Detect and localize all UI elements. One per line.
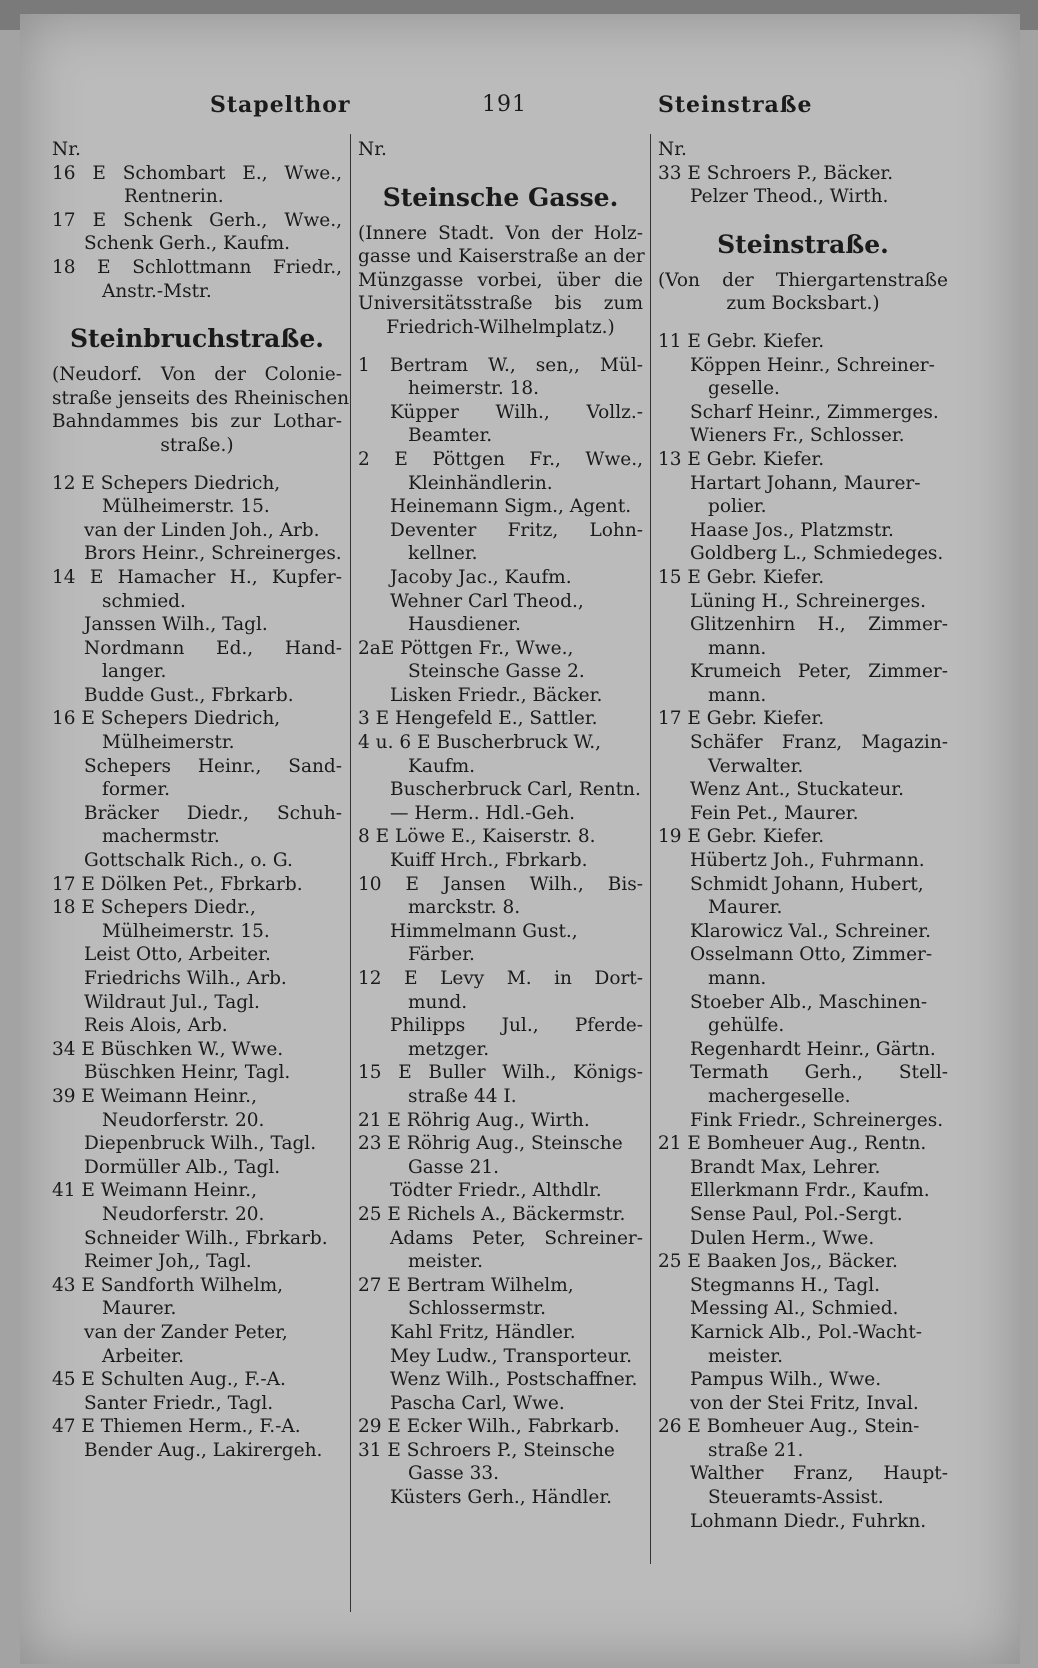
directory-line: 16 E Schombart E., Wwe., — [52, 162, 342, 184]
directory-line: Schäfer Franz, Magazin- — [690, 732, 948, 754]
directory-line: Lüning H., Schreinerges. — [690, 590, 926, 612]
directory-line: 25 E Richels A., Bäckermstr. — [358, 1203, 626, 1225]
directory-line: 41 E Weimann Heinr., — [52, 1180, 257, 1202]
directory-line: Bräcker Diedr., Schuh- — [84, 802, 342, 824]
directory-line: Gottschalk Rich., o. G. — [84, 850, 293, 872]
directory-line: Reimer Joh,, Tagl. — [84, 1251, 252, 1273]
directory-line: Färber. — [408, 944, 475, 966]
directory-line: Reis Alois, Arb. — [84, 1015, 228, 1037]
directory-line: Tödter Friedr., Althdlr. — [390, 1180, 602, 1202]
directory-line: Hausdiener. — [408, 614, 521, 636]
directory-line: (Neudorf. Von der Colonie- — [52, 364, 342, 386]
directory-line: Kleinhändlerin. — [408, 472, 553, 494]
directory-line: straße.) — [160, 434, 234, 456]
directory-line: langer. — [102, 661, 167, 683]
directory-line: Ellerkmann Frdr., Kaufm. — [690, 1180, 930, 1202]
directory-line: Mülheimerstr. 15. — [102, 920, 270, 942]
directory-line: 17 E Dölken Pet., Fbrkarb. — [52, 873, 303, 895]
directory-line: 10 E Jansen Wilh., Bis- — [358, 873, 643, 895]
directory-line: van der Linden Joh., Arb. — [84, 519, 320, 541]
spacer — [52, 458, 342, 472]
directory-line: Universitätsstraße bis zum — [358, 293, 643, 315]
directory-line: 2aE Pöttgen Fr., Wwe., — [358, 637, 574, 659]
directory-line: Anstr.-Mstr. — [102, 280, 212, 302]
directory-line: Schepers Heinr., Sand- — [84, 755, 342, 777]
directory-line: 29 E Ecker Wilh., Fabrkarb. — [358, 1416, 620, 1438]
directory-line: Kahl Fritz, Händler. — [390, 1321, 576, 1343]
running-head-right: Steinstraße — [658, 92, 813, 118]
directory-line: 12 E Schepers Diedrich, — [52, 472, 281, 494]
directory-line: Pelzer Theod., Wirth. — [690, 186, 889, 208]
directory-line: Maurer. — [708, 897, 783, 919]
column-middle — [358, 138, 643, 1510]
directory-line: Küpper Wilh., Vollz.- — [390, 401, 643, 423]
directory-line: Termath Gerh., Stell- — [690, 1062, 948, 1084]
directory-line: Neudorferstr. 20. — [102, 1109, 265, 1131]
directory-line: (Innere Stadt. Von der Holz- — [358, 222, 643, 244]
directory-line: Fein Pet., Maurer. — [690, 802, 859, 824]
directory-line: machermstr. — [102, 826, 220, 848]
directory-line: zum Bocksbart.) — [726, 293, 880, 315]
directory-line: Rentnerin. — [124, 186, 224, 208]
directory-line: Küsters Gerh., Händler. — [390, 1487, 613, 1509]
directory-line: 17 E Schenk Gerh., Wwe., — [52, 209, 342, 231]
directory-line: Glitzenhirn H., Zimmer- — [690, 614, 948, 636]
directory-line: Friedrichs Wilh., Arb. — [84, 968, 287, 989]
street-heading: Steinbruchstraße. — [69, 324, 324, 354]
directory-line: 18 E Schlottmann Friedr., — [52, 256, 342, 278]
directory-line: von der Stei Fritz, Inval. — [690, 1392, 919, 1414]
directory-line: 27 E Bertram Wilhelm, — [358, 1274, 574, 1296]
running-head-left: Stapelthor — [210, 92, 351, 118]
directory-line: meister. — [408, 1251, 483, 1273]
directory-line: marckstr. 8. — [408, 897, 521, 919]
directory-line: 14 E Hamacher H., Kupfer- — [52, 566, 342, 588]
directory-line: 25 E Baaken Jos,, Bäcker. — [658, 1251, 898, 1273]
column-left — [52, 138, 350, 1462]
directory-line: Gasse 33. — [408, 1463, 500, 1485]
directory-line: metzger. — [408, 1038, 490, 1060]
directory-line: 12 E Levy M. in Dort- — [358, 968, 643, 989]
directory-line: Klarowicz Val., Schreiner. — [690, 920, 931, 942]
directory-line: kellner. — [408, 543, 478, 565]
directory-line: 47 E Thiemen Herm., F.-A. — [52, 1416, 301, 1438]
column-rule-right — [650, 134, 651, 1564]
directory-line: Pampus Wilh., Wwe. — [690, 1369, 882, 1391]
directory-line: Hartart Johann, Maurer- — [690, 472, 921, 494]
directory-line: 43 E Sandforth Wilhelm, — [52, 1274, 284, 1296]
spacer — [658, 316, 948, 330]
directory-line: 18 E Schepers Diedr., — [52, 897, 256, 919]
directory-line: mann. — [708, 968, 767, 989]
directory-line: Steinsche Gasse 2. — [408, 661, 585, 683]
directory-line: Neudorferstr. 20. — [102, 1203, 265, 1225]
directory-line: Steueramts-Assist. — [708, 1487, 884, 1509]
directory-line: geselle. — [708, 378, 780, 400]
directory-line: Scharf Heinr., Zimmerges. — [690, 401, 939, 423]
directory-line: Wenz Wilh., Postschaffner. — [390, 1369, 638, 1391]
directory-line: 1 Bertram W., sen,, Mül- — [358, 354, 643, 376]
directory-line: 17 E Gebr. Kiefer. — [658, 708, 825, 730]
directory-line: Wehner Carl Theod., — [390, 590, 584, 612]
directory-line: Wenz Ant., Stuckateur. — [690, 779, 904, 801]
directory-line: 3 E Hengefeld E., Sattler. — [358, 708, 598, 730]
directory-line: Nr. — [52, 139, 81, 160]
directory-line: Mülheimerstr. 15. — [102, 496, 270, 518]
directory-line: Fink Friedr., Schreinerges. — [690, 1109, 944, 1131]
directory-line: Verwalter. — [708, 755, 804, 777]
directory-line: mann. — [708, 637, 767, 659]
directory-line: 31 E Schroers P., Steinsche — [358, 1439, 615, 1461]
directory-line: straße jenseits des Rheinischen — [52, 387, 350, 409]
directory-line: Philipps Jul., Pferde- — [390, 1015, 643, 1037]
directory-line: Goldberg L., Schmiedeges. — [690, 543, 944, 565]
directory-line: Dormüller Alb., Tagl. — [84, 1156, 281, 1178]
directory-line: Gasse 21. — [408, 1156, 500, 1178]
directory-line: Arbeiter. — [102, 1345, 184, 1367]
directory-line: heimerstr. 18. — [408, 378, 540, 400]
directory-line: Schlossermstr. — [408, 1298, 546, 1320]
directory-line: former. — [102, 779, 171, 801]
directory-line: 4 u. 6 E Buscherbruck W., — [358, 732, 602, 754]
directory-line: van der Zander Peter, — [84, 1321, 288, 1343]
directory-line: 33 E Schroers P., Bäcker. — [658, 162, 894, 184]
directory-line: Budde Gust., Fbrkarb. — [84, 684, 294, 706]
directory-line: 15 E Buller Wilh., Königs- — [358, 1062, 643, 1084]
directory-line: 45 E Schulten Aug., F.-A. — [52, 1369, 286, 1391]
page-number: 191 — [482, 92, 527, 117]
directory-line: Sense Paul, Pol.-Sergt. — [690, 1203, 903, 1225]
directory-line: Bahndammes bis zur Lothar- — [52, 411, 342, 433]
directory-line: 39 E Weimann Heinr., — [52, 1085, 257, 1107]
directory-line: Schmidt Johann, Hubert, — [690, 873, 924, 895]
directory-line: Beamter. — [408, 425, 493, 447]
directory-line: Leist Otto, Arbeiter. — [84, 944, 271, 966]
directory-line: — Herm.. Hdl.-Geh. — [390, 802, 576, 824]
directory-line: Buscherbruck Carl, Rentn. — [390, 779, 641, 801]
directory-line: Krumeich Peter, Zimmer- — [690, 661, 948, 683]
directory-line: Mey Ludw., Transporteur. — [390, 1345, 632, 1367]
directory-line: Himmelmann Gust., — [390, 920, 578, 942]
directory-line: Nordmann Ed., Hand- — [84, 637, 342, 659]
directory-line: Brors Heinr., Schreinerges. — [84, 543, 342, 565]
column-right — [658, 138, 948, 1533]
directory-line: Bender Aug., Lakirergeh. — [84, 1439, 323, 1461]
directory-line: 26 E Bomheuer Aug., Stein- — [658, 1416, 920, 1438]
directory-line: Lisken Friedr., Bäcker. — [390, 684, 603, 706]
directory-line: (Von der Thiergartenstraße — [658, 269, 948, 291]
directory-line: Walther Franz, Haupt- — [690, 1463, 948, 1485]
directory-line: mund. — [408, 991, 468, 1013]
directory-line: Karnick Alb., Pol.-Wacht- — [690, 1321, 923, 1343]
column-rule-left — [350, 134, 351, 1612]
directory-line: Janssen Wilh., Tagl. — [84, 614, 268, 636]
directory-line: Heinemann Sigm., Agent. — [390, 496, 632, 518]
directory-line: gehülfe. — [708, 1015, 785, 1037]
directory-line: 11 E Gebr. Kiefer. — [658, 330, 825, 352]
directory-line: straße 21. — [708, 1439, 804, 1461]
directory-line: Maurer. — [102, 1298, 177, 1320]
directory-line: Stegmanns H., Tagl. — [690, 1274, 881, 1296]
directory-line: Deventer Fritz, Lohn- — [390, 519, 643, 541]
directory-line: Santer Friedr., Tagl. — [84, 1392, 274, 1414]
directory-line: Nr. — [658, 139, 687, 160]
directory-line: Nr. — [358, 139, 387, 160]
directory-line: Kuiff Hrch., Fbrkarb. — [390, 850, 588, 872]
directory-line: straße 44 I. — [408, 1085, 517, 1107]
directory-line: Mülheimerstr. — [102, 732, 235, 754]
directory-line: Diepenbruck Wilh., Tagl. — [84, 1133, 317, 1155]
directory-line: Schneider Wilh., Fbrkarb. — [84, 1227, 328, 1249]
directory-line: Friedrich-Wilhelmplatz.) — [386, 316, 615, 338]
street-heading: Steinsche Gasse. — [382, 182, 619, 212]
directory-line: Wildraut Jul., Tagl. — [84, 991, 260, 1013]
directory-line: Kaufm. — [408, 755, 476, 777]
directory-line: Jacoby Jac., Kaufm. — [390, 566, 572, 588]
directory-line: Osselmann Otto, Zimmer- — [690, 944, 933, 966]
directory-line: 23 E Röhrig Aug., Steinsche — [358, 1133, 623, 1155]
directory-line: Stoeber Alb., Maschinen- — [690, 991, 928, 1013]
directory-line: machergeselle. — [708, 1085, 851, 1107]
directory-line: Wieners Fr., Schlosser. — [690, 425, 905, 447]
directory-line: Haase Jos., Platzmstr. — [690, 519, 894, 541]
directory-line: gasse und Kaiserstraße an der — [358, 246, 645, 268]
directory-line: Adams Peter, Schreiner- — [390, 1227, 643, 1249]
directory-line: meister. — [708, 1345, 783, 1367]
directory-line: Dulen Herm., Wwe. — [690, 1227, 875, 1249]
directory-line: polier. — [708, 496, 767, 518]
spacer — [358, 340, 643, 354]
directory-line: Lohmann Diedr., Fuhrkn. — [690, 1510, 927, 1532]
directory-line: 8 E Löwe E., Kaiserstr. 8. — [358, 826, 596, 848]
directory-line: Messing Al., Schmied. — [690, 1298, 899, 1320]
directory-line: Köppen Heinr., Schreiner- — [690, 354, 935, 376]
directory-line: Büschken Heinr, Tagl. — [84, 1062, 291, 1084]
directory-line: 15 E Gebr. Kiefer. — [658, 566, 825, 588]
directory-line: schmied. — [102, 590, 186, 612]
directory-line: 19 E Gebr. Kiefer. — [658, 826, 825, 848]
directory-line: 21 E Röhrig Aug., Wirth. — [358, 1109, 590, 1131]
directory-line: 21 E Bomheuer Aug., Rentn. — [658, 1133, 927, 1155]
directory-line: 2 E Pöttgen Fr., Wwe., — [358, 448, 643, 470]
directory-line: Brandt Max, Lehrer. — [690, 1156, 881, 1178]
directory-line: mann. — [708, 684, 767, 706]
directory-line: Schenk Gerh., Kaufm. — [84, 233, 291, 255]
street-heading: Steinstraße. — [717, 229, 889, 259]
directory-line: Pascha Carl, Wwe. — [390, 1392, 565, 1414]
directory-line: 16 E Schepers Diedrich, — [52, 708, 281, 730]
directory-line: Hübertz Joh., Fuhrmann. — [690, 850, 925, 872]
directory-line: 13 E Gebr. Kiefer. — [658, 448, 825, 470]
directory-line: Münzgasse vorbei, über die — [358, 269, 643, 291]
directory-line: 34 E Büschken W., Wwe. — [52, 1038, 284, 1060]
directory-line: Regenhardt Heinr., Gärtn. — [690, 1038, 936, 1060]
